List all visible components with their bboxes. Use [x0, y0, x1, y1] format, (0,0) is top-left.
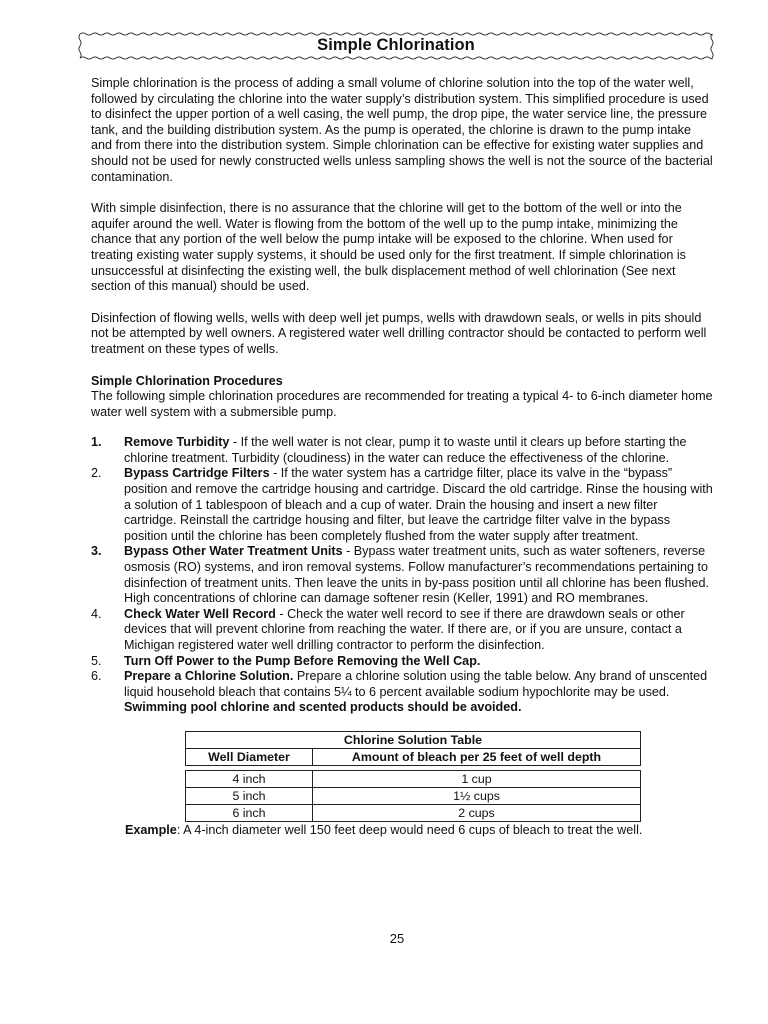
- step-title: Bypass Other Water Treatment Units: [124, 544, 343, 559]
- intro-paragraph-3: Disinfection of flowing wells, wells with deep well jet pumps, wells with drawdown seals, or wells in pits should not be attempted by well owners. A registered water well drilling contractor should be contacted to perform well treatment on these types of wells.: [91, 310, 707, 356]
- table-cell: 1½ cups: [313, 787, 641, 804]
- step-item: [91, 544, 713, 606]
- step-item: [91, 654, 713, 670]
- step-item: [91, 669, 713, 716]
- step-number: 3.: [91, 544, 102, 559]
- step-text: - Bypass water treatment units, such as water softeners, reverse osmosis (RO) systems, and iron removal systems. Follow manufacturer’s recommendations pertaining to disinfection of treatment units. Then leave the units in by-pass position until all chlorine has been flushed. High concentrations of chlorine can damage softener resin (Keller, 1991) and RO membranes.: [124, 544, 710, 606]
- table-cell: 5 inch: [186, 787, 313, 804]
- title-banner: [76, 30, 716, 62]
- table-cell: 6 inch: [186, 804, 313, 821]
- table-header-diameter: Well Diameter: [186, 748, 313, 765]
- table-header-amount: Amount of bleach per 25 feet of well depth: [313, 748, 641, 765]
- chlorine-solution-table: [185, 731, 641, 822]
- step-warning: Swimming pool chlorine and scented products should be avoided.: [124, 700, 522, 715]
- step-text: - If the well water is not clear, pump it to waste until it clears up before starting the chlorine treatment. Turbidity (cloudiness) in the water can reduce the effectiveness of the chlorine.: [124, 435, 687, 465]
- document-body: [91, 76, 713, 839]
- table-cell: 1 cup: [313, 770, 641, 787]
- step-number: 1.: [91, 435, 102, 450]
- page-title: Simple Chlorination: [317, 36, 475, 54]
- step-text: - If the water system has a cartridge filter, place its valve in the “bypass” position and remove the cartridge housing and cartridge. Discard the old cartridge. Rinse the housing with a solution of 1 tablespoon of bleach and a cup of water. Drain the housing and insert a new filter cartridge. Reinstall the cartridge housing and filter, but leave the cartridge filter valve in the bypass position until the chlorine has been completely flushed from the water supply after treatment.: [124, 466, 713, 543]
- step-number: 2.: [91, 466, 102, 481]
- step-title: Bypass Cartridge Filters: [124, 466, 270, 481]
- page-number: 25: [389, 931, 405, 946]
- procedures-intro: The following simple chlorination procedures are recommended for treating a typical 4- to 6-inch diameter home water well system with a submersible pump.: [91, 389, 713, 419]
- step-title: Check Water Well Record: [124, 606, 276, 621]
- table-cell: 2 cups: [313, 804, 641, 821]
- example-label: Example: [125, 822, 177, 837]
- table-caption: Chlorine Solution Table: [186, 731, 641, 748]
- table-cell: 4 inch: [186, 770, 313, 787]
- procedures-heading: Simple Chlorination Procedures: [91, 373, 283, 388]
- table-row: [186, 787, 641, 804]
- intro-paragraph-1: Simple chlorination is the process of adding a small volume of chlorine solution into the top of the water well, followed by circulating the chlorine into the water supply’s distribution system. This simplified procedure is used to disinfect the upper portion of a well casing, the well pump, the drop pipe, the water service line, the pressure tank, and the building distribution system. As the pump is operated, the chlorine is drawn to the pump intake and from there into the distribution system. Simple chlorination can be effective for existing water supplies and should not be used for newly constructed wells unless sampling shows the well is not the source of the bacterial contamination.: [91, 76, 713, 184]
- step-title: Prepare a Chlorine Solution.: [124, 669, 294, 684]
- procedure-steps: [91, 435, 713, 716]
- chlorine-table-wrapper: [185, 731, 641, 822]
- step-item: [91, 607, 713, 654]
- step-number: 6.: [91, 669, 102, 684]
- step-title: Turn Off Power to the Pump Before Removing the Well Cap.: [124, 653, 481, 668]
- step-number: 4.: [91, 606, 102, 621]
- step-item: [91, 435, 713, 466]
- example-note: [125, 823, 713, 839]
- step-text: Prepare a chlorine solution using the table below. Any brand of unscented liquid household bleach that contains 5¼ to 6 percent available sodium hypochlorite may be used.: [124, 669, 708, 699]
- step-title: Remove Turbidity: [124, 435, 230, 450]
- table-row: [186, 804, 641, 821]
- step-item: [91, 466, 713, 544]
- step-number: 5.: [91, 653, 102, 668]
- example-text: : A 4-inch diameter well 150 feet deep would need 6 cups of bleach to treat the well.: [176, 822, 643, 837]
- step-text: - Check the water well record to see if there are drawdown seals or other devices that will prevent chlorine from reaching the water. If there are, or if you are unsure, contact a Michigan registered water well drilling contractor to perform the disinfection.: [124, 606, 685, 652]
- intro-paragraph-2: With simple disinfection, there is no assurance that the chlorine will get to the bottom of the well or into the aquifer around the well. Water is flowing from the bottom of the well up to the pump intake, minimizing the chance that any portion of the well below the pump intake will be exposed to the chlorine. When used for treating existing water supply systems, it should be used only for the first treatment. If simple chlorination is unsuccessful at disinfecting the existing well, the bulk displacement method of well chlorination (See next section of this manual) should be used.: [91, 201, 686, 294]
- table-row: [186, 770, 641, 787]
